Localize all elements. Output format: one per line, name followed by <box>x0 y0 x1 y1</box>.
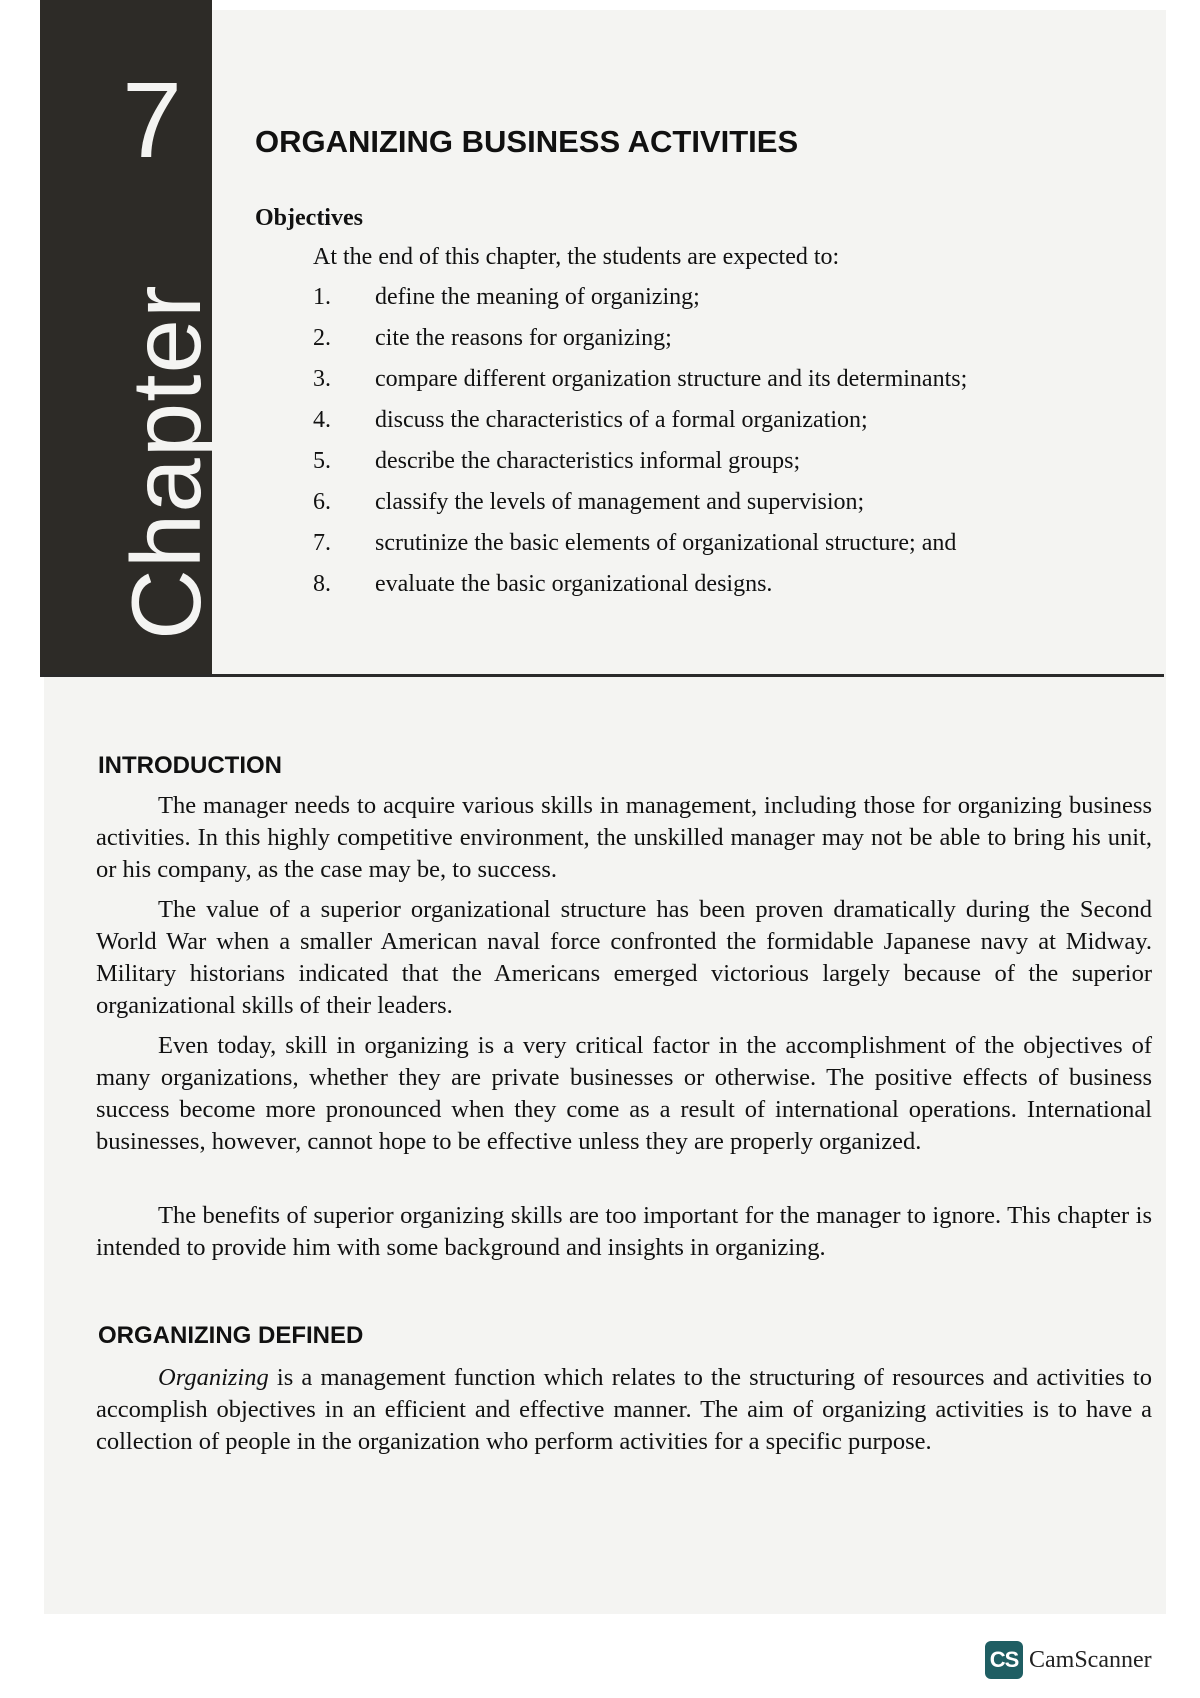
objective-text: scrutinize the basic elements of organizational structure; and <box>375 530 957 556</box>
objective-item <box>313 366 1143 407</box>
objective-number: 7. <box>313 530 331 556</box>
objective-number: 6. <box>313 489 331 515</box>
camscanner-name: CamScanner <box>1029 1646 1152 1673</box>
objective-item <box>313 530 1143 571</box>
intro-paragraph-3: Even today, skill in organizing is a very critical factor in the accomplishment of the objectives of many organizations, whether they are private businesses or otherwise. The positive effects of business success become more pronounced when they come as a result of international operations. International businesses, however, cannot hope to be effective unless they are properly organized. <box>96 1032 1152 1155</box>
objective-number: 8. <box>313 571 331 597</box>
objective-text: discuss the characteristics of a formal organization; <box>375 407 868 433</box>
objective-item <box>313 448 1143 489</box>
camscanner-watermark <box>985 1640 1152 1680</box>
organizing-definition-text: is a management function which relates to the structuring of resources and activities to accomplish objectives in an efficient and effective manner. The aim of organizing activities is to have a collection of people in the organization who perform activities for a specific purpose. <box>96 1364 1152 1455</box>
chapter-number: 7 <box>121 59 183 180</box>
objective-text: compare different organization structure and its determinants; <box>375 366 968 392</box>
camscanner-logo-icon: CS <box>985 1641 1023 1679</box>
objective-number: 3. <box>313 366 331 392</box>
objective-number: 5. <box>313 448 331 474</box>
introduction-heading: INTRODUCTION <box>98 752 282 779</box>
organizing-term: Organizing <box>158 1364 269 1391</box>
objective-number: 1. <box>313 284 331 310</box>
organizing-defined-heading: ORGANIZING DEFINED <box>98 1322 364 1349</box>
objective-text: classify the levels of management and supervision; <box>375 489 865 515</box>
objective-item <box>313 284 1143 325</box>
objective-text: define the meaning of organizing; <box>375 284 700 310</box>
chapter-label: Chapter <box>111 284 221 640</box>
objective-number: 2. <box>313 325 331 351</box>
objective-number: 4. <box>313 407 331 433</box>
objective-text: describe the characteristics informal groups; <box>375 448 801 474</box>
objective-text: evaluate the basic organizational designs. <box>375 571 773 597</box>
intro-paragraph-4: The benefits of superior organizing skills are too important for the manager to ignore. This chapter is intended to provide him with some background and insights in organizing. <box>96 1202 1152 1261</box>
chapter-title: ORGANIZING BUSINESS ACTIVITIES <box>255 124 799 159</box>
objective-item <box>313 489 1143 530</box>
objectives-heading: Objectives <box>255 205 363 231</box>
header-divider <box>40 674 1164 677</box>
objective-text: cite the reasons for organizing; <box>375 325 672 351</box>
intro-paragraph-2: The value of a superior organizational structure has been proven dramatically during the Second World War when a smaller American naval force confronted the formidable Japanese navy at Midway. Military historians indicated that the Americans emerged victorious largely because of the superior organizational skills of their leaders. <box>96 896 1152 1019</box>
objective-item <box>313 571 1143 612</box>
objective-item <box>313 407 1143 448</box>
objectives-intro: At the end of this chapter, the students are expected to: <box>313 244 840 270</box>
organizing-definition-paragraph <box>96 1362 1152 1458</box>
objective-item <box>313 325 1143 366</box>
objectives-list <box>313 284 1143 612</box>
intro-paragraph-1: The manager needs to acquire various skills in management, including those for organizing business activities. In this highly competitive environment, the unskilled manager may not be able to bring his unit, or his company, as the case may be, to success. <box>96 792 1152 883</box>
